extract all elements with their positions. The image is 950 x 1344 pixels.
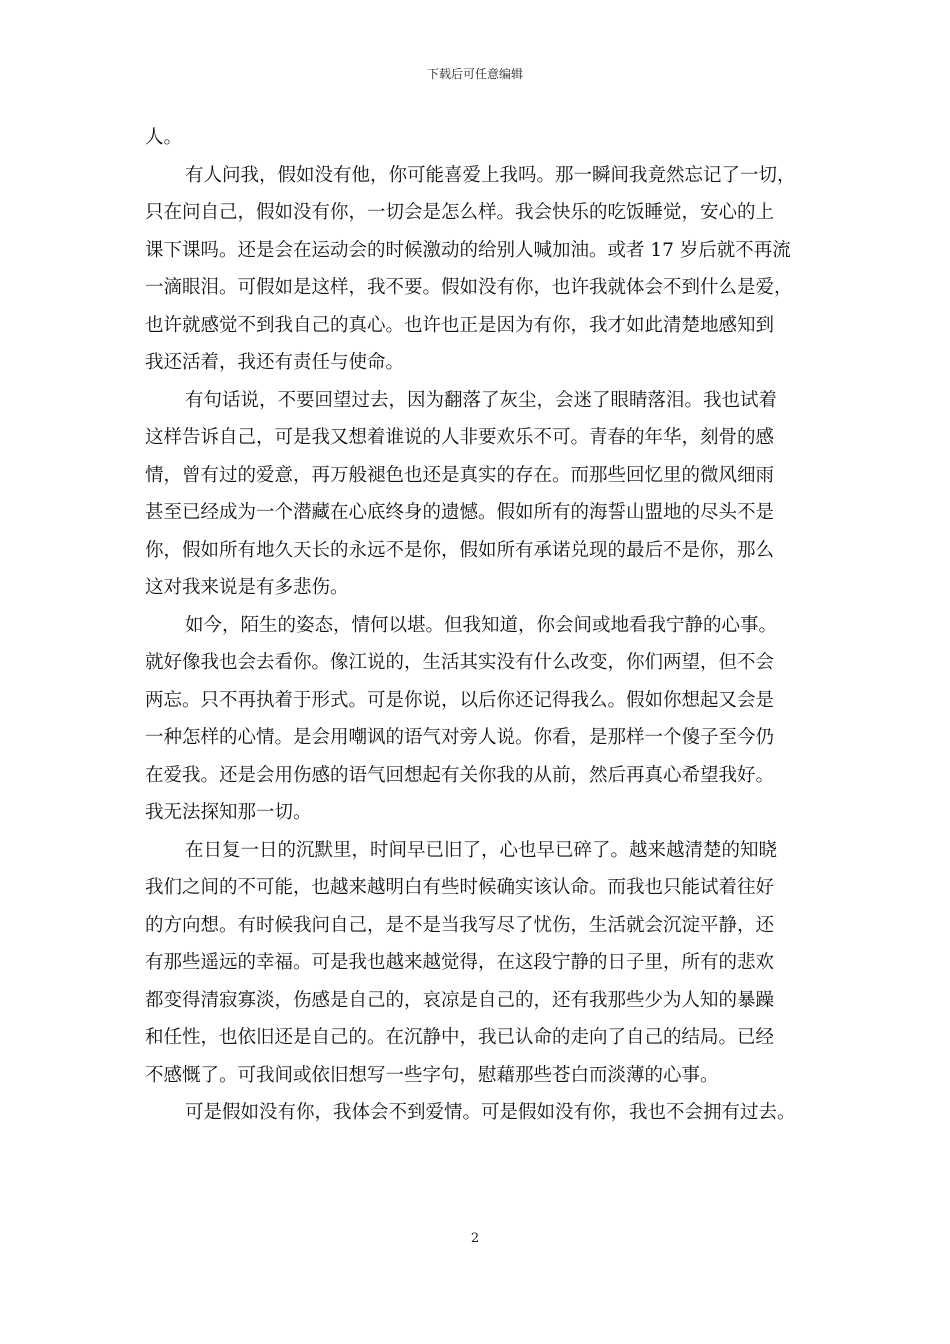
text-line: 在日复一日的沉默里，时间早已旧了，心也早已碎了。越来越清楚的知晓 xyxy=(185,839,778,861)
text-line: 我们之间的不可能，也越来越明白有些时候确实该认命。而我也只能试着往好 xyxy=(145,877,775,898)
paragraph xyxy=(145,607,807,832)
page-footer xyxy=(0,1231,950,1247)
text-line: 和任性，也依旧还是自己的。在沉静中，我已认命的走向了自己的结局。已经 xyxy=(145,1027,775,1048)
text-line: 我还活着，我还有责任与使命。 xyxy=(145,352,405,373)
text-line: 人。 xyxy=(145,127,183,148)
document-body xyxy=(145,119,807,1132)
page-header xyxy=(0,66,950,82)
text-line: 在爱我。还是会用伤感的语气回想起有关你我的从前，然后再真心希望我好。 xyxy=(145,764,775,786)
text-line: 一滴眼泪。可假如是这样，我不要。假如没有你，也许我就体会不到什么是爱， xyxy=(145,277,793,298)
text-line: 都变得清寂寡淡，伤感是自己的，哀凉是自己的，还有我那些少为人知的暴躁 xyxy=(145,989,775,1011)
text-line: 只在问自己，假如没有你，一切会是怎么样。我会快乐的吃饭睡觉，安心的上 xyxy=(145,202,775,223)
text-line: 不感慨了。可我间或依旧想写一些字句，慰藉那些苍白而淡薄的心事。 xyxy=(145,1064,719,1086)
paragraph xyxy=(145,832,807,1095)
paragraph xyxy=(145,382,807,607)
page-number: 2 xyxy=(470,1231,480,1246)
text-line: 可是假如没有你，我体会不到爱情。可是假如没有你，我也不会拥有过去。 xyxy=(185,1102,796,1123)
text-line: 有人问我，假如没有他，你可能喜爱上我吗。那一瞬间我竟然忘记了一切， xyxy=(185,164,796,186)
paragraph xyxy=(145,157,807,382)
text-line: 两忘。只不再执着于形式。可是你说，以后你还记得我么。假如你想起又会是 xyxy=(145,689,775,711)
text-line: 我无法探知那一切。 xyxy=(145,802,312,823)
header-text: 下载后可任意编辑 xyxy=(426,67,523,81)
text-line: 有句话说，不要回望过去，因为翻落了灰尘，会迷了眼睛落泪。我也试着 xyxy=(185,389,778,411)
text-line: 你，假如所有地久天长的永远不是你，假如所有承诺兑现的最后不是你，那么 xyxy=(145,539,775,561)
text-line: 这对我来说是有多悲伤。 xyxy=(145,577,349,598)
text-line: 甚至已经成为一个潜藏在心底终身的遗憾。假如所有的海誓山盟地的尽头不是 xyxy=(145,502,775,523)
text-line: 一种怎样的心情。是会用嘲讽的语气对旁人说。你看，是那样一个傻子至今仍 xyxy=(145,727,775,748)
text-line: 就好像我也会去看你。像江说的，生活其实没有什么改变，你们两望，但不会 xyxy=(145,652,775,673)
paragraph xyxy=(145,1094,807,1132)
paragraph xyxy=(145,119,807,157)
text-line: 这样告诉自己，可是我又想着谁说的人非要欢乐不可。青春的年华，刻骨的感 xyxy=(145,427,775,448)
text-line: 如今，陌生的姿态，情何以堪。但我知道，你会间或地看我宁静的心事。 xyxy=(185,614,778,636)
text-line: 也许就感觉不到我自己的真心。也许也正是因为有你，我才如此清楚地感知到 xyxy=(145,314,775,336)
text-line: 情，曾有过的爱意，再万般褪色也还是真实的存在。而那些回忆里的微风细雨 xyxy=(145,464,775,486)
text-line: 课下课吗。还是会在运动会的时候激动的给别人喊加油。或者 17 岁后就不再流 xyxy=(145,239,791,261)
text-line: 的方向想。有时候我问自己，是不是当我写尽了忧伤，生活就会沉淀平静，还 xyxy=(145,914,775,936)
text-line: 有那些遥远的幸福。可是我也越来越觉得，在这段宁静的日子里，所有的悲欢 xyxy=(145,952,775,973)
